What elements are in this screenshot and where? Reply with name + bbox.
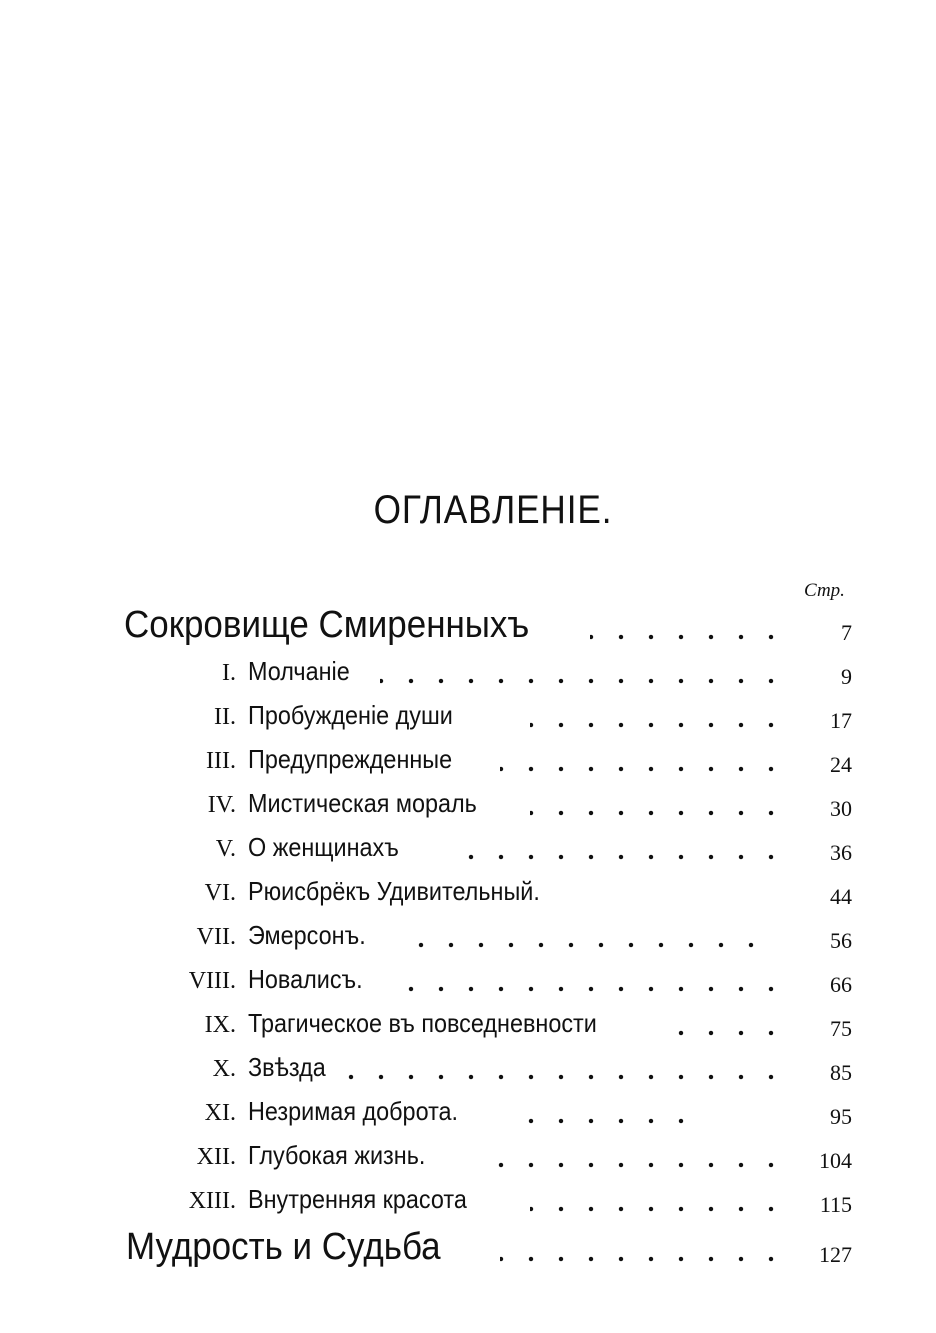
toc-leader-dots	[530, 810, 786, 816]
toc-leader-dots	[450, 854, 786, 860]
toc-chapter-row	[0, 656, 936, 700]
toc-page-number: 17	[830, 708, 852, 733]
toc-leader-dots	[520, 1118, 696, 1124]
chapter-title: Звѣзда	[248, 1052, 326, 1082]
toc-page-number: 9	[841, 664, 852, 689]
chapter-numeral: XI.	[204, 1100, 236, 1126]
toc-page-number: 30	[830, 796, 852, 821]
chapter-title: Предупрежденные	[248, 744, 453, 774]
toc-chapter-row	[0, 832, 936, 876]
toc-leader-dots	[490, 1162, 786, 1168]
toc-chapter-row	[0, 788, 936, 832]
toc-chapter-row	[0, 744, 936, 788]
toc-chapter-row	[0, 876, 936, 920]
chapter-numeral: VI.	[204, 880, 236, 906]
toc-chapter-row	[0, 1184, 936, 1228]
toc-page-number: 104	[819, 1148, 852, 1173]
chapter-numeral: VIII.	[188, 968, 236, 994]
toc-page-number: 36	[830, 840, 852, 865]
toc-page-number: 95	[830, 1104, 852, 1129]
toc-page-number: 75	[830, 1016, 852, 1041]
chapter-title: О женщинахъ	[248, 832, 399, 862]
toc-page-number: 115	[819, 1192, 852, 1217]
chapter-numeral: III.	[206, 748, 236, 774]
toc-section-title: Мудрость и Судьба	[126, 1226, 441, 1268]
toc-leader-dots	[400, 942, 766, 948]
toc-leader-dots	[380, 678, 786, 684]
toc-chapter-row	[0, 1052, 936, 1096]
toc-page-number: 7	[841, 620, 852, 645]
chapter-numeral: IX.	[204, 1012, 236, 1038]
toc-page-number: 56	[830, 928, 852, 953]
chapter-title: Внутренняя красота	[248, 1184, 467, 1214]
toc-section-title: Сокровище Смиренныхъ	[124, 604, 530, 646]
chapter-title: Глубокая жизнь.	[248, 1140, 426, 1170]
chapter-title: Незримая доброта.	[248, 1096, 459, 1126]
toc-page-number: 127	[819, 1242, 852, 1267]
toc-chapter-row	[0, 1008, 936, 1052]
chapter-numeral: II.	[214, 704, 236, 730]
chapter-title: Трагическое въ повседневности	[248, 1008, 597, 1038]
chapter-numeral: I.	[222, 660, 236, 686]
chapter-numeral: V.	[215, 836, 236, 862]
toc-heading: ОГЛАВЛЕНІЕ.	[373, 488, 613, 532]
toc-leader-dots	[530, 1206, 786, 1212]
toc-leader-dots	[500, 1256, 786, 1262]
toc-page-number: 66	[830, 972, 852, 997]
chapter-numeral: X.	[212, 1056, 236, 1082]
toc-page-number: 85	[830, 1060, 852, 1085]
toc-page-number: 24	[830, 752, 852, 777]
toc-chapter-row	[0, 1140, 936, 1184]
page-column-label: Стр.	[804, 580, 845, 601]
toc-section-row	[0, 604, 936, 648]
chapter-numeral: VII.	[196, 924, 236, 950]
chapter-title: Мистическая мораль	[248, 788, 477, 818]
toc-chapter-row	[0, 920, 936, 964]
toc-leader-dots	[530, 722, 786, 728]
toc-leader-dots	[344, 1074, 786, 1080]
toc-leader-dots	[676, 1030, 786, 1036]
toc-chapter-row	[0, 1096, 936, 1140]
toc-leader-dots	[590, 634, 786, 640]
chapter-title: Эмерсонъ.	[248, 920, 366, 950]
toc-chapter-row	[0, 700, 936, 744]
chapter-title: Пробужденіе души	[248, 700, 453, 730]
chapter-title: Новалисъ.	[248, 964, 363, 994]
chapter-numeral: XII.	[196, 1144, 236, 1170]
toc-leader-dots	[390, 986, 786, 992]
chapter-title: Молчаніе	[248, 656, 350, 686]
chapter-numeral: IV.	[207, 792, 236, 818]
toc-section-row	[0, 1226, 936, 1270]
chapter-title: Рюисбрёкъ Удивительный.	[248, 876, 540, 906]
toc-page-number: 44	[830, 884, 852, 909]
chapter-numeral: XIII.	[188, 1188, 236, 1214]
toc-leader-dots	[500, 766, 786, 772]
toc-chapter-row	[0, 964, 936, 1008]
